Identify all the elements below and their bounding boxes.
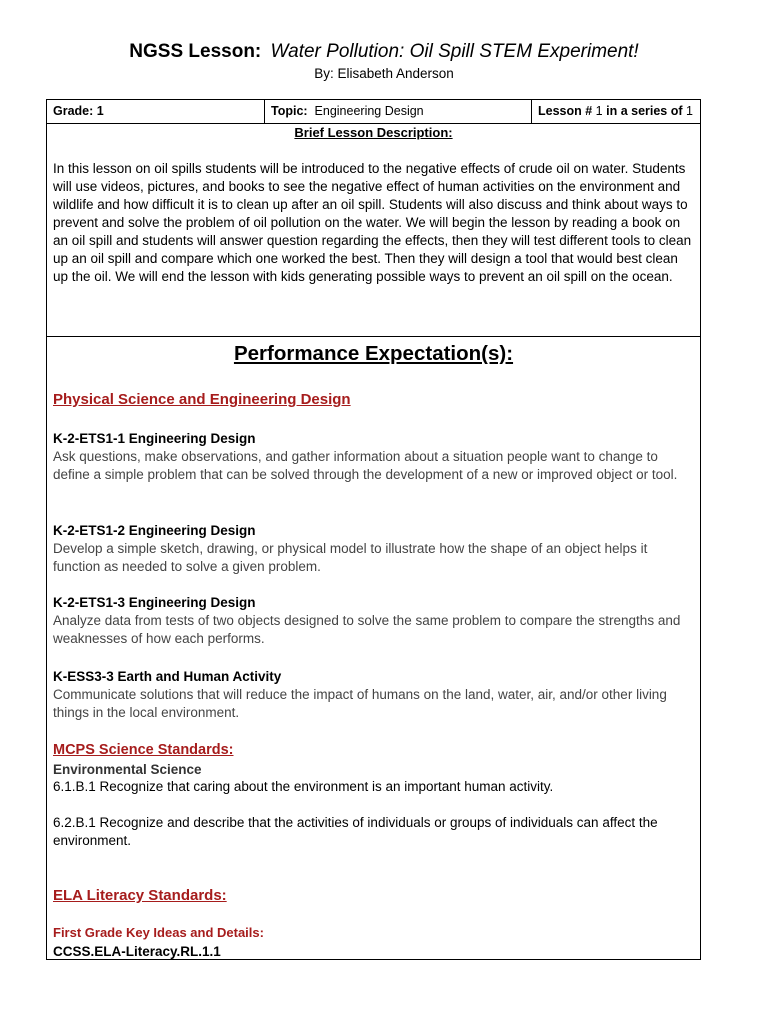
- mcps-standard-item: 6.2.B.1 Recognize and describe that the activities of individuals or groups of individuals can affect the environment.: [53, 815, 658, 848]
- ccss-code: CCSS.ELA-Literacy.RL.1.1: [53, 944, 221, 959]
- mcps-heading: MCPS Science Standards:: [53, 742, 234, 758]
- description-heading: Brief Lesson Description:: [294, 125, 453, 140]
- performance-heading: Performance Expectation(s):: [233, 342, 514, 365]
- grade-label: Grade:: [53, 104, 94, 118]
- first-grade-heading: First Grade Key Ideas and Details:: [53, 925, 264, 940]
- topic-label: Topic:: [271, 104, 308, 118]
- grade-value: 1: [96, 104, 104, 118]
- lesson-number-label: Lesson #: [538, 104, 593, 118]
- standard-text: Analyze data from tests of two objects designed to solve the same problem to compare the strengths and weaknesses of how each performs.: [53, 613, 681, 646]
- environmental-science-heading: Environmental Science: [53, 762, 202, 777]
- section-divider: [47, 336, 700, 337]
- topic-value: Engineering Design: [314, 104, 424, 118]
- topic-cell: [265, 100, 532, 123]
- standard-title: K-2-ETS1-1 Engineering Design: [53, 431, 256, 446]
- mcps-standard-item: 6.1.B.1 Recognize that caring about the environment is an important human activity.: [53, 779, 554, 794]
- standard-title: K-2-ETS1-2 Engineering Design: [53, 523, 256, 538]
- standard-title: K-2-ETS1-3 Engineering Design: [53, 595, 256, 610]
- lesson-sheet: [46, 99, 701, 960]
- lesson-info-row: [47, 100, 700, 124]
- standard-text: Develop a simple sketch, drawing, or physical model to illustrate how the shape of an object helps it function as needed to solve a given problem.: [53, 541, 648, 574]
- standard-text: Communicate solutions that will reduce the impact of humans on the land, water, air, and/or other living things in the local environment.: [53, 687, 667, 720]
- description-body: In this lesson on oil spills students will be introduced to the negative effects of crude oil on water. Students will use videos, pictures, and books to see the negative effect of human activities on the environment and wildlife and how difficult it is to clean up after an oil spill. Students will also discuss and think about ways to prevent and solve the problem of oil pollution on the water. We will begin the lesson by reading a book on an oil spill and students will answer question regarding the effects, then they will test different tools to clean up an oil spill and compare which one worked the best. Then they will design a tool that would best clean up the oil. We will end the lesson with kids generating possible ways to prevent an oil spill on the ocean.: [53, 161, 692, 284]
- author-byline: By: Elisabeth Anderson: [314, 66, 454, 81]
- physical-science-heading: Physical Science and Engineering Design: [53, 391, 351, 408]
- lesson-title: Water Pollution: Oil Spill STEM Experiment!: [270, 41, 639, 62]
- lesson-label: NGSS Lesson:: [129, 41, 262, 62]
- standard-text: Ask questions, make observations, and gather information about a situation people want to change to define a simple problem that can be solved through the development of a new or improved object or tool.: [53, 449, 678, 482]
- series-label: in a series of: [606, 104, 683, 118]
- lesson-number-cell: [532, 100, 702, 123]
- grade-cell: [47, 100, 265, 123]
- lesson-number-value: 1: [595, 104, 603, 118]
- page-title: [0, 40, 768, 64]
- standard-title: K-ESS3-3 Earth and Human Activity: [53, 669, 282, 684]
- ela-heading: ELA Literacy Standards:: [53, 887, 227, 904]
- series-total: 1: [686, 104, 693, 118]
